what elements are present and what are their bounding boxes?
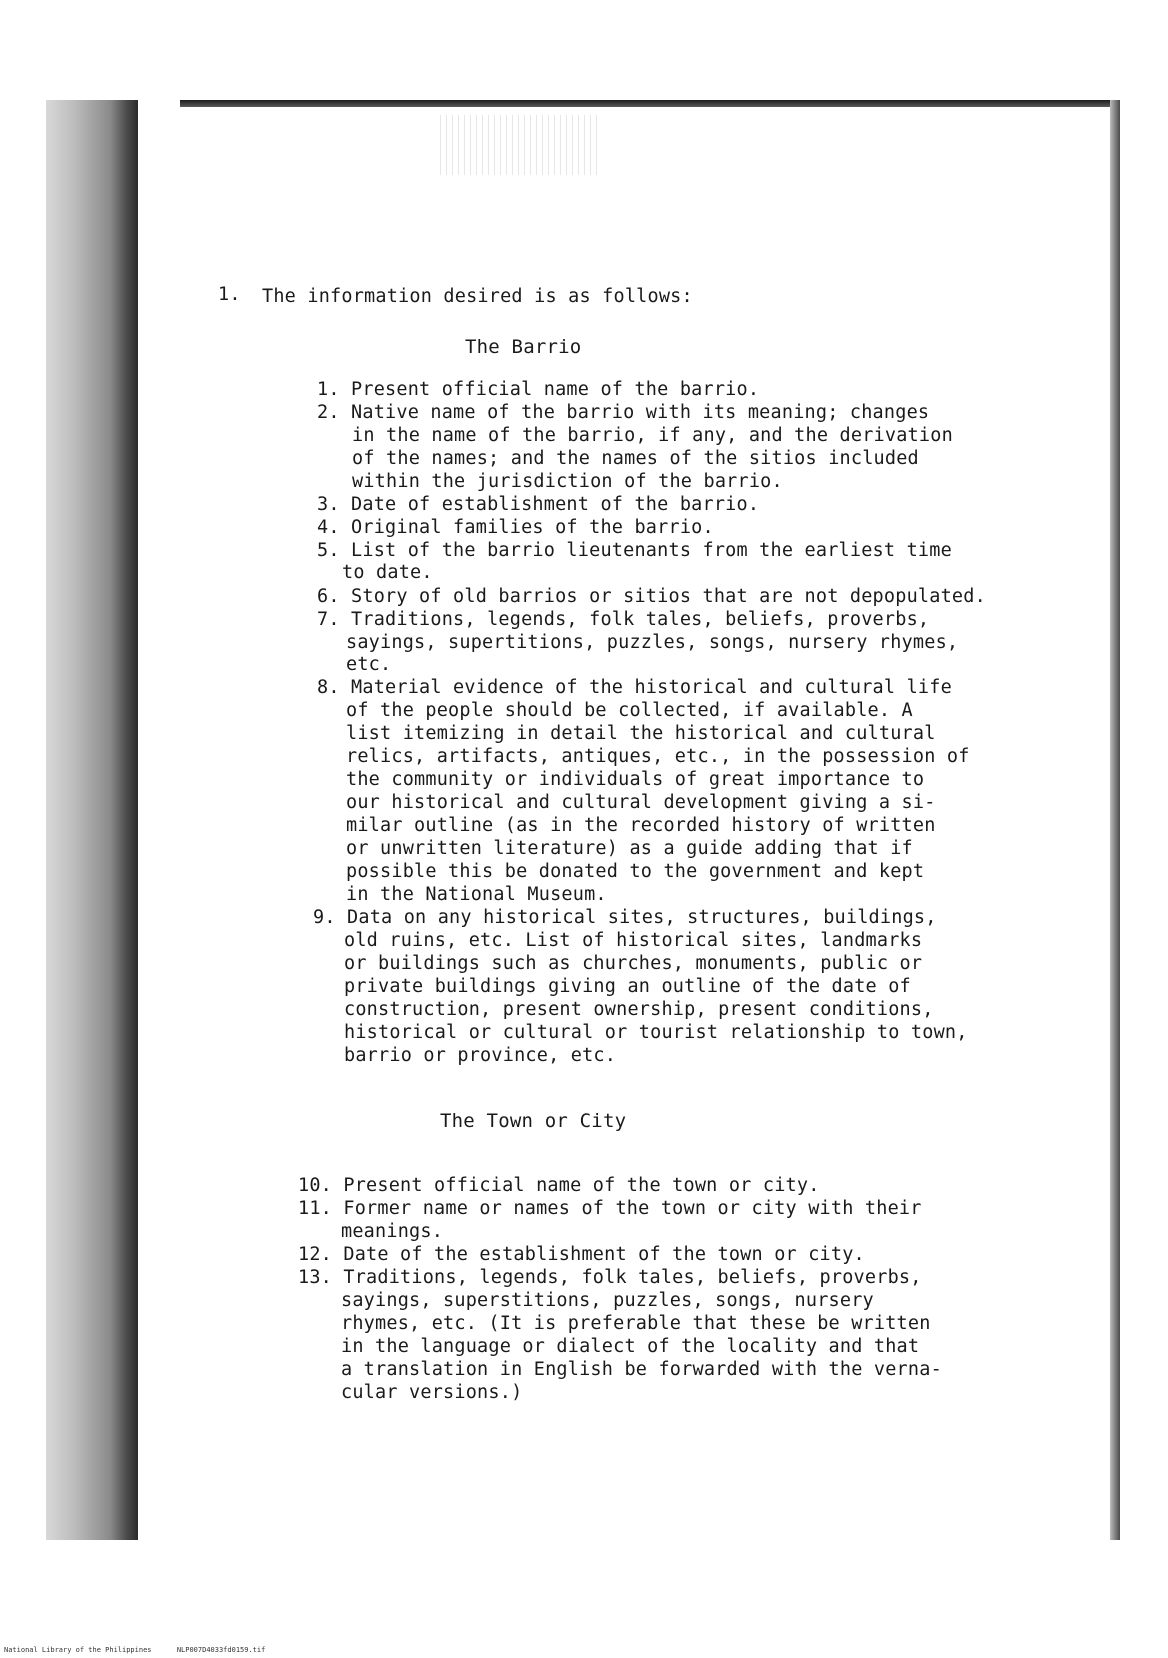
barrio-line: within the jurisdiction of the barrio. [352,471,783,492]
intro-text: The information desired is as follows: [262,286,693,307]
town-line: cular versions.) [341,1382,523,1403]
barrio-line: in the National Museum. [346,884,607,905]
barrio-line: to date. [342,562,433,583]
barrio-line: 8. Material evidence of the historical and cultural life [317,677,952,698]
town-line: in the language or dialect of the locality and that [341,1336,920,1357]
town-line: 11. Former name or names of the town or city with their [298,1198,922,1219]
barrio-line: 3. Date of establishment of the barrio. [317,494,760,515]
footer-file: NLP007D4033fd0159.tif [176,1646,266,1654]
barrio-line: historical or cultural or tourist relationship to town, [344,1022,968,1043]
town-line: sayings, superstitions, puzzles, songs, nursery [341,1290,874,1311]
barrio-line: construction, present ownership, present conditions, [344,999,934,1020]
barrio-line: 6. Story of old barrios or sitios that are not depopulated. [317,586,986,607]
barrio-line: sayings, supertitions, puzzles, songs, nursery rhymes, [346,632,959,653]
barrio-line: our historical and cultural development giving a si- [346,792,936,813]
town-line: a translation in English be forwarded with the verna- [341,1359,942,1380]
section-heading-barrio: The Barrio [465,336,582,358]
barrio-line: private buildings giving an outline of the date of [344,976,911,997]
town-line: 13. Traditions, legends, folk tales, beliefs, proverbs, [298,1267,922,1288]
footer-library: National Library of the Philippines [4,1646,152,1654]
barrio-line: etc. [346,654,392,675]
barrio-line: 4. Original families of the barrio. [317,517,714,538]
barrio-line: relics, artifacts, antiques, etc., in the possession of [346,746,970,767]
town-line: 10. Present official name of the town or city. [298,1175,820,1196]
barrio-line: 1. Present official name of the barrio. [317,379,760,400]
barrio-line: of the names; and the names of the sitios included [352,448,919,469]
town-line: meanings. [341,1221,444,1242]
barrio-line: 9. Data on any historical sites, structures, buildings, [313,907,937,928]
town-line: rhymes, etc. (It is preferable that these be written [341,1313,931,1334]
barrio-line: or buildings such as churches, monuments, public or [344,953,923,974]
barrio-line: 2. Native name of the barrio with its meaning; changes [317,402,930,423]
footer-caption [4,1646,265,1654]
barrio-line: or unwritten literature) as a guide adding that if [346,838,913,859]
page-right-edge [1110,100,1120,1540]
barrio-line: 7. Traditions, legends, folk tales, beliefs, proverbs, [317,609,930,630]
barrio-line: the community or individuals of great importance to [346,769,925,790]
barrio-line: in the name of the barrio, if any, and the derivation [352,425,953,446]
scan-binding-edge [46,100,138,1540]
page-top-edge [180,100,1120,107]
barrio-line: 5. List of the barrio lieutenants from the earliest time [317,540,952,561]
barrio-line: of the people should be collected, if available. A [346,700,913,721]
scan-speckle [440,115,600,175]
barrio-line: barrio or province, etc. [344,1045,617,1066]
town-line: 12. Date of the establishment of the town or city. [298,1244,865,1265]
barrio-line: milar outline (as in the recorded history of written [346,815,936,836]
barrio-line: possible this be donated to the government and kept [346,861,925,882]
barrio-line: old ruins, etc. List of historical sites, landmarks [344,930,923,951]
barrio-line: list itemizing in detail the historical and cultural [346,723,936,744]
intro-number: 1. [218,284,241,305]
section-heading-town: The Town or City [440,1110,627,1132]
